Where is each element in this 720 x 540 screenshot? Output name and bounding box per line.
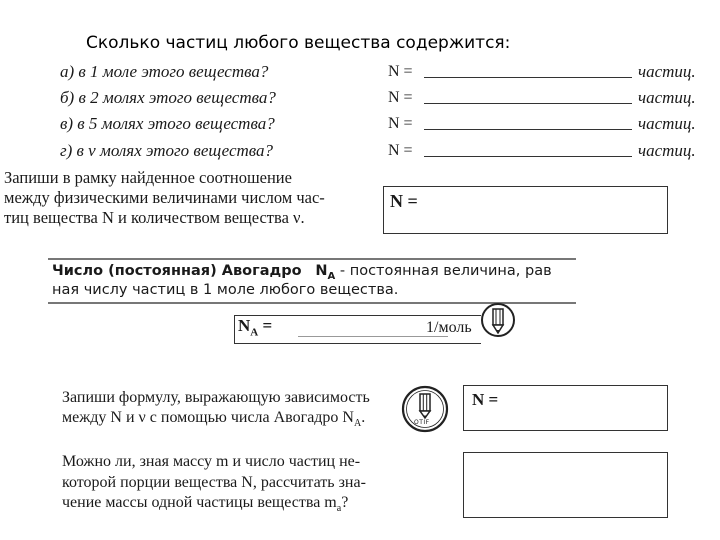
task3-line: Можно ли, зная массу m и число частиц не- (62, 453, 361, 470)
task1-line: тиц вещества N и количеством вещества ν. (4, 208, 305, 227)
question-a: а) в 1 моле этого вещества? (60, 62, 269, 81)
question-a-blank[interactable] (424, 63, 632, 78)
question-b: б) в 2 молях этого вещества? (60, 88, 276, 107)
task1-line: между физическими величинами числом час- (4, 188, 325, 207)
task2-box-label: N = (472, 390, 499, 409)
question-d-eq: N = (388, 142, 413, 159)
pencil-badge-icon (400, 384, 450, 439)
task1-box-label: N = (390, 191, 418, 211)
question-c-eq: N = (388, 115, 413, 132)
task2-answer-box[interactable] (463, 385, 668, 431)
task3-line: чение массы одной частицы вещества $m_a$? (62, 494, 349, 515)
avogadro-formula-frame (234, 315, 481, 344)
task1-text (4, 168, 374, 228)
question-d-blank[interactable] (424, 142, 632, 157)
question-b-eq: N = (388, 89, 413, 106)
question-d-unit: частиц. (638, 141, 696, 160)
avogadro-symbol: $N_A$ (315, 263, 336, 282)
task3-line: которой порции вещества N, рассчитать зна- (62, 473, 366, 491)
task3-text (62, 452, 382, 520)
task2-line: Запиши формулу, выражающую зависимость (62, 389, 370, 406)
task2-text (62, 388, 402, 434)
pencil-badge-label: OTIF (414, 419, 430, 426)
question-d: г) в ν молях этого вещества? (60, 141, 274, 160)
avogadro-definition (48, 258, 576, 304)
task1-line: Запиши в рамку найденное соотношение (4, 168, 292, 187)
task3-answer-box[interactable] (463, 452, 668, 518)
task2-line: между N и ν с помощью числа Авогадро $N_A$. (62, 409, 366, 430)
question-a-unit: частиц. (638, 62, 696, 81)
question-b-unit: частиц. (638, 88, 696, 107)
avogadro-line2: ная числу частиц в 1 моле любого вещества. (52, 282, 399, 298)
page-title: Сколько частиц любого вещества содержится: (86, 33, 511, 53)
question-c: в) в 5 молях этого вещества? (60, 114, 275, 133)
question-a-eq: N = (388, 63, 413, 80)
question-c-unit: частиц. (638, 114, 696, 133)
avogadro-bold-text: Число (постоянная) Авогадро (52, 263, 302, 279)
avogadro-formula-symbol: $N_A$ = (238, 316, 273, 339)
avogadro-rest: - постоянная величина, рав (335, 263, 552, 279)
task1-answer-box[interactable] (383, 186, 668, 234)
pencil-icon (480, 300, 516, 340)
question-c-blank[interactable] (424, 115, 632, 130)
avogadro-formula-unit: 1/моль (426, 319, 472, 336)
question-b-blank[interactable] (424, 89, 632, 104)
